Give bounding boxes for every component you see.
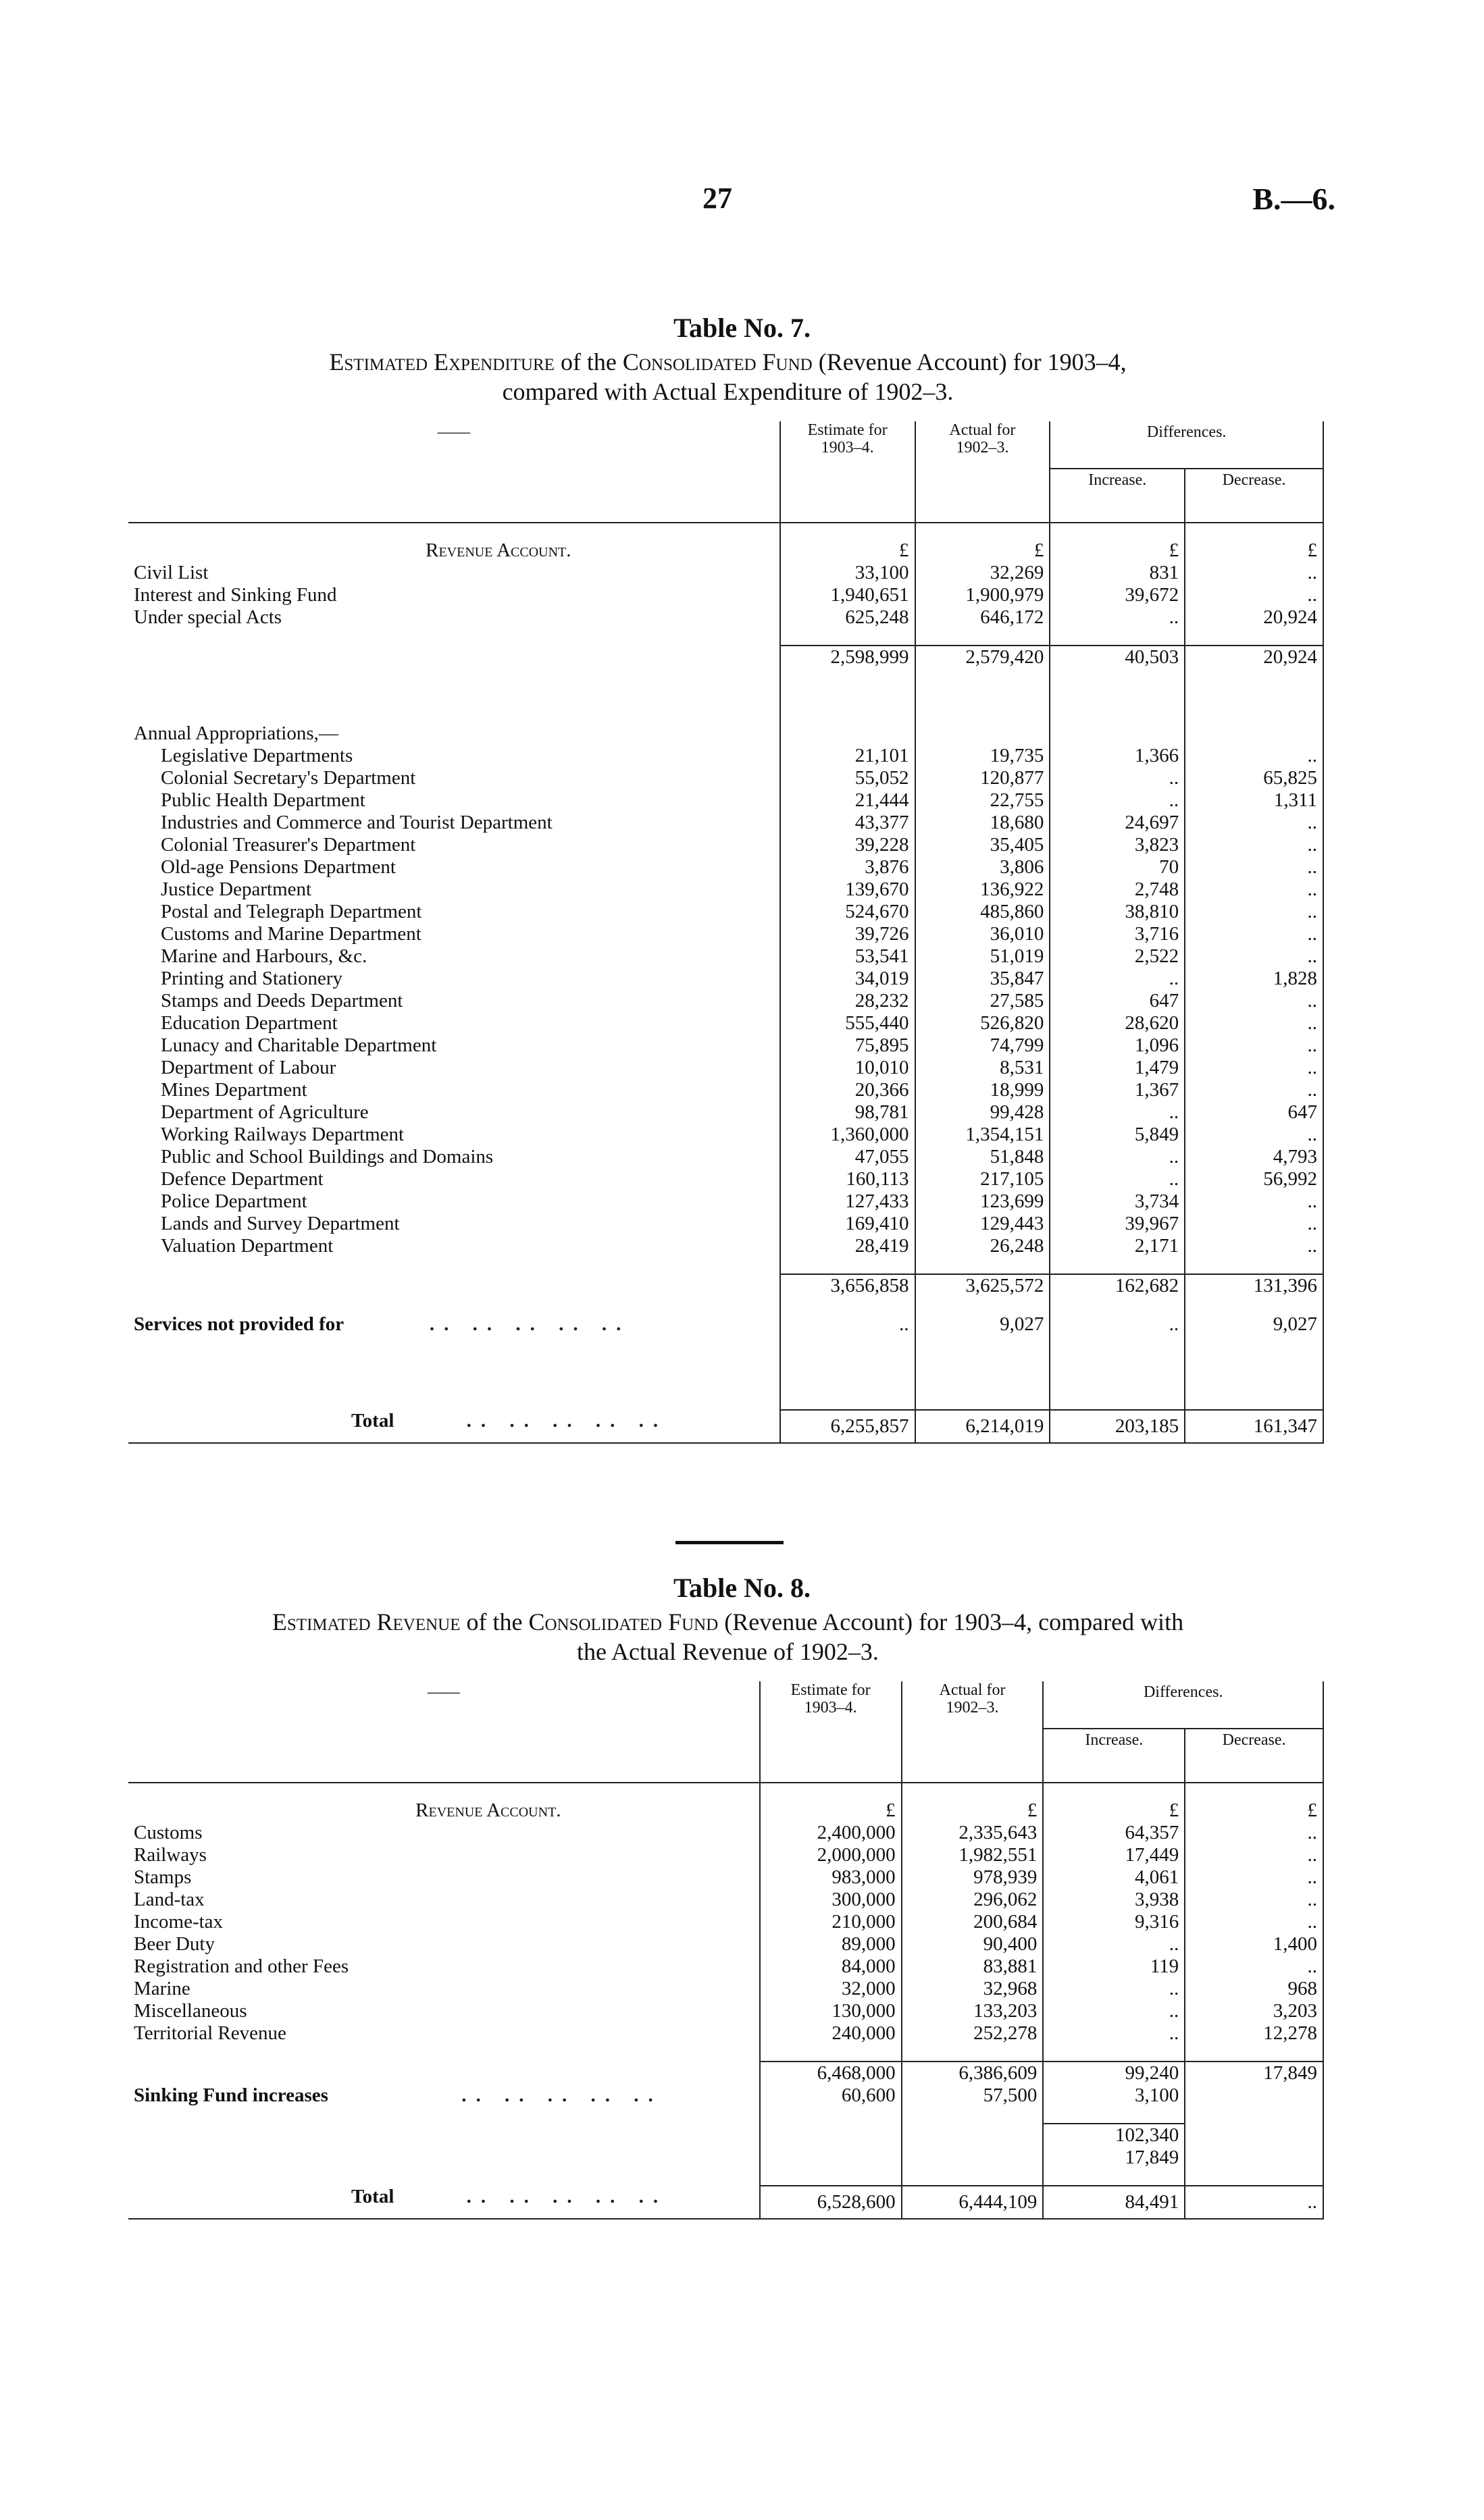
cell-inc: 4,061 bbox=[1043, 1866, 1185, 1889]
table7-title: Table No. 7. bbox=[673, 313, 811, 343]
cell-dec: .. bbox=[1185, 1057, 1323, 1079]
row-label: Industries and Commerce and Tourist Department bbox=[161, 812, 553, 833]
cell-est: 983,000 bbox=[760, 1866, 902, 1889]
cell-est: 28,232 bbox=[780, 990, 915, 1012]
cell-act: 74,799 bbox=[915, 1034, 1050, 1057]
table7-caption bbox=[128, 347, 1327, 406]
table7-total-row: Total .. .. .. .. .. 6,255,857 6,214,019 203,185 161,347 bbox=[128, 1410, 1323, 1443]
table-row bbox=[128, 856, 1323, 878]
cell-inc: 39,672 bbox=[1050, 584, 1185, 606]
row-label: Stamps and Deeds Department bbox=[161, 990, 403, 1012]
currency: £ bbox=[1050, 540, 1185, 562]
table8-header-estimate: Estimate for 1903–4. bbox=[760, 1681, 902, 1783]
currency: £ bbox=[760, 1800, 902, 1822]
table8-header-blank: —— bbox=[128, 1681, 760, 1783]
table8-caption-line1: Estimated Revenue of the Consolidated Fund (Revenue Account) for 1903–4, compared with bbox=[272, 1608, 1184, 1635]
table8-subtotal: 6,468,000 6,386,609 99,240 17,849 bbox=[128, 2062, 1323, 2084]
table7-header-actual: Actual for 1902–3. bbox=[915, 421, 1050, 523]
table7-services-row: Services not provided for .. .. .. .. .. .. 9,027 .. 9,027 bbox=[128, 1313, 1323, 1336]
cell-inc: 2,171 bbox=[1050, 1235, 1185, 1257]
table-row bbox=[128, 990, 1323, 1012]
section-divider bbox=[675, 1541, 784, 1544]
cell-dec: .. bbox=[1185, 1124, 1323, 1146]
cell-est: 34,019 bbox=[780, 968, 915, 990]
cell-dec: .. bbox=[1185, 812, 1323, 834]
table-row bbox=[128, 878, 1323, 901]
row-label: Working Railways Department bbox=[161, 1124, 405, 1145]
currency: £ bbox=[780, 540, 915, 562]
cell-est: 139,670 bbox=[780, 878, 915, 901]
cell-dec: .. bbox=[1185, 1079, 1323, 1101]
cell-est: 39,228 bbox=[780, 834, 915, 856]
currency: £ bbox=[902, 1800, 1044, 1822]
cell-est: 47,055 bbox=[780, 1146, 915, 1168]
table-row bbox=[128, 945, 1323, 968]
cell-act: 129,443 bbox=[915, 1213, 1050, 1235]
cell-inc: 5,849 bbox=[1050, 1124, 1185, 1146]
row-label: Lands and Survey Department bbox=[161, 1213, 400, 1234]
table-row bbox=[128, 789, 1323, 812]
table-row bbox=[128, 606, 1323, 629]
row-label: Territorial Revenue bbox=[134, 2022, 286, 2044]
cell-act: 2,335,643 bbox=[902, 1822, 1044, 1844]
table8-header-decrease: Decrease. bbox=[1185, 1729, 1323, 1783]
cell-inc: 9,316 bbox=[1043, 1911, 1185, 1933]
row-label: Old-age Pensions Department bbox=[161, 856, 396, 878]
table-row bbox=[128, 1955, 1323, 1978]
cell-act: 26,248 bbox=[915, 1235, 1050, 1257]
row-label: Civil List bbox=[134, 562, 209, 583]
table7-annual-subtotal: 3,656,858 3,625,572 162,682 131,396 bbox=[128, 1274, 1323, 1297]
cell-dec: .. bbox=[1185, 1955, 1323, 1978]
table8-total-row: Total .. .. .. .. .. 6,528,600 6,444,109 84,491 .. bbox=[128, 2186, 1323, 2219]
cell-inc: 3,716 bbox=[1050, 923, 1185, 945]
cell-act: 978,939 bbox=[902, 1866, 1044, 1889]
cell-inc: .. bbox=[1050, 1146, 1185, 1168]
currency: £ bbox=[915, 540, 1050, 562]
table-row bbox=[128, 1190, 1323, 1213]
cell-dec: .. bbox=[1185, 1911, 1323, 1933]
cell-est: 2,400,000 bbox=[760, 1822, 902, 1844]
cell-est: 160,113 bbox=[780, 1168, 915, 1190]
table7-header-blank: —— bbox=[128, 421, 780, 523]
table8-header-increase: Increase. bbox=[1043, 1729, 1185, 1783]
row-label: Railways bbox=[134, 1844, 207, 1866]
cell-inc: .. bbox=[1050, 1101, 1185, 1124]
row-label: Public and School Buildings and Domains bbox=[161, 1146, 494, 1167]
cell-inc: 39,967 bbox=[1050, 1213, 1185, 1235]
table-row bbox=[128, 1146, 1323, 1168]
table8-caption bbox=[128, 1607, 1327, 1666]
cell-est: 1,940,651 bbox=[780, 584, 915, 606]
cell-inc: .. bbox=[1050, 1168, 1185, 1190]
row-label: Legislative Departments bbox=[161, 745, 353, 766]
cell-dec: .. bbox=[1185, 562, 1323, 584]
cell-est: 75,895 bbox=[780, 1034, 915, 1057]
cell-inc: 24,697 bbox=[1050, 812, 1185, 834]
table-row bbox=[128, 1866, 1323, 1889]
row-label: Department of Agriculture bbox=[161, 1101, 369, 1123]
cell-act: 1,354,151 bbox=[915, 1124, 1050, 1146]
cell-dec: .. bbox=[1185, 584, 1323, 606]
cell-est: 53,541 bbox=[780, 945, 915, 968]
cell-act: 200,684 bbox=[902, 1911, 1044, 1933]
cell-inc: 38,810 bbox=[1050, 901, 1185, 923]
table-row bbox=[128, 1889, 1323, 1911]
cell-est: 10,010 bbox=[780, 1057, 915, 1079]
row-label: Miscellaneous bbox=[134, 2000, 247, 2022]
cell-act: 32,968 bbox=[902, 1978, 1044, 2000]
table-row bbox=[128, 901, 1323, 923]
table8-section-label: Revenue Account. bbox=[415, 1800, 561, 1821]
cell-dec: 12,278 bbox=[1185, 2022, 1323, 2045]
cell-est: 20,366 bbox=[780, 1079, 915, 1101]
table8-caption-line2: the Actual Revenue of 1902–3. bbox=[577, 1638, 879, 1665]
table7-revenue-rows bbox=[128, 562, 1323, 629]
cell-inc: 3,734 bbox=[1050, 1190, 1185, 1213]
cell-act: 217,105 bbox=[915, 1168, 1050, 1190]
cell-dec: .. bbox=[1185, 1889, 1323, 1911]
cell-act: 646,172 bbox=[915, 606, 1050, 629]
table-row bbox=[128, 1012, 1323, 1034]
cell-dec: 1,828 bbox=[1185, 968, 1323, 990]
cell-act: 526,820 bbox=[915, 1012, 1050, 1034]
table8-net-increase: 102,340 17,849 bbox=[128, 2124, 1323, 2169]
row-label: Defence Department bbox=[161, 1168, 324, 1190]
row-label: Income-tax bbox=[134, 1911, 224, 1933]
cell-act: 485,860 bbox=[915, 901, 1050, 923]
cell-dec: .. bbox=[1185, 745, 1323, 767]
cell-act: 90,400 bbox=[902, 1933, 1044, 1955]
cell-dec: .. bbox=[1185, 923, 1323, 945]
table7-header-decrease: Decrease. bbox=[1185, 469, 1323, 523]
table-row bbox=[128, 923, 1323, 945]
table7-caption-line1: Estimated Expenditure of the Consolidated Fund (Revenue Account) for 1903–4, bbox=[329, 348, 1127, 375]
table-row bbox=[128, 834, 1323, 856]
cell-dec: .. bbox=[1185, 1235, 1323, 1257]
table-row bbox=[128, 584, 1323, 606]
row-label: Mines Department bbox=[161, 1079, 307, 1101]
cell-dec: .. bbox=[1185, 856, 1323, 878]
cell-inc: .. bbox=[1050, 767, 1185, 789]
table7-header-increase: Increase. bbox=[1050, 469, 1185, 523]
table7-annual-rows bbox=[128, 745, 1323, 1257]
cell-dec: 4,793 bbox=[1185, 1146, 1323, 1168]
row-label: Department of Labour bbox=[161, 1057, 336, 1078]
table-row bbox=[128, 1844, 1323, 1866]
cell-act: 252,278 bbox=[902, 2022, 1044, 2045]
table-row bbox=[128, 745, 1323, 767]
row-label: Customs bbox=[134, 1822, 203, 1843]
cell-est: 84,000 bbox=[760, 1955, 902, 1978]
cell-act: 3,806 bbox=[915, 856, 1050, 878]
row-label: Land-tax bbox=[134, 1889, 205, 1910]
cell-dec: .. bbox=[1185, 878, 1323, 901]
table7-caption-line2: compared with Actual Expenditure of 1902–3. bbox=[502, 378, 954, 405]
row-label: Lunacy and Charitable Department bbox=[161, 1034, 437, 1056]
table-row bbox=[128, 562, 1323, 584]
table-row bbox=[128, 1978, 1323, 2000]
cell-dec: 56,992 bbox=[1185, 1168, 1323, 1190]
cell-inc: 1,096 bbox=[1050, 1034, 1185, 1057]
row-label: Colonial Treasurer's Department bbox=[161, 834, 416, 856]
cell-dec: .. bbox=[1185, 1034, 1323, 1057]
cell-dec: .. bbox=[1185, 1822, 1323, 1844]
row-label: Public Health Department bbox=[161, 789, 365, 811]
table-row bbox=[128, 1124, 1323, 1146]
cell-inc: 2,748 bbox=[1050, 878, 1185, 901]
page-reference: B.—6. bbox=[1252, 182, 1335, 216]
cell-act: 36,010 bbox=[915, 923, 1050, 945]
cell-inc: .. bbox=[1050, 968, 1185, 990]
cell-act: 8,531 bbox=[915, 1057, 1050, 1079]
cell-act: 27,585 bbox=[915, 990, 1050, 1012]
cell-dec: .. bbox=[1185, 990, 1323, 1012]
cell-inc: .. bbox=[1043, 2000, 1185, 2022]
row-label: Police Department bbox=[161, 1190, 307, 1212]
cell-est: 1,360,000 bbox=[780, 1124, 915, 1146]
table-row bbox=[128, 1822, 1323, 1844]
cell-act: 18,680 bbox=[915, 812, 1050, 834]
table7-section-label: Revenue Account. bbox=[426, 540, 571, 561]
cell-act: 1,900,979 bbox=[915, 584, 1050, 606]
table7-header-estimate: Estimate for 1903–4. bbox=[780, 421, 915, 523]
cell-est: 21,444 bbox=[780, 789, 915, 812]
cell-inc: 70 bbox=[1050, 856, 1185, 878]
table-row bbox=[128, 968, 1323, 990]
table8 bbox=[128, 1681, 1324, 2220]
cell-inc: 1,366 bbox=[1050, 745, 1185, 767]
cell-inc: 3,823 bbox=[1050, 834, 1185, 856]
table-row bbox=[128, 767, 1323, 789]
row-label: Colonial Secretary's Department bbox=[161, 767, 416, 789]
cell-dec: 968 bbox=[1185, 1978, 1323, 2000]
cell-est: 3,876 bbox=[780, 856, 915, 878]
row-label: Education Department bbox=[161, 1012, 338, 1034]
row-label: Justice Department bbox=[161, 878, 312, 900]
cell-inc: 28,620 bbox=[1050, 1012, 1185, 1034]
page-number: 27 bbox=[702, 182, 732, 215]
row-label: Registration and other Fees bbox=[134, 1955, 349, 1977]
table-row bbox=[128, 812, 1323, 834]
cell-inc: 1,479 bbox=[1050, 1057, 1185, 1079]
cell-inc: 17,449 bbox=[1043, 1844, 1185, 1866]
cell-dec: .. bbox=[1185, 834, 1323, 856]
cell-act: 296,062 bbox=[902, 1889, 1044, 1911]
row-label: Beer Duty bbox=[134, 1933, 215, 1955]
table-row bbox=[128, 2000, 1323, 2022]
cell-inc: 2,522 bbox=[1050, 945, 1185, 968]
cell-act: 99,428 bbox=[915, 1101, 1050, 1124]
cell-est: 33,100 bbox=[780, 562, 915, 584]
row-label: Stamps bbox=[134, 1866, 192, 1888]
cell-dec: .. bbox=[1185, 1844, 1323, 1866]
table8-header-actual: Actual for 1902–3. bbox=[902, 1681, 1044, 1783]
cell-inc: 3,938 bbox=[1043, 1889, 1185, 1911]
cell-dec: .. bbox=[1185, 945, 1323, 968]
cell-act: 123,699 bbox=[915, 1190, 1050, 1213]
row-label: Under special Acts bbox=[134, 606, 282, 628]
cell-act: 32,269 bbox=[915, 562, 1050, 584]
table7 bbox=[128, 421, 1324, 1444]
cell-inc: .. bbox=[1050, 789, 1185, 812]
cell-inc: 119 bbox=[1043, 1955, 1185, 1978]
cell-dec: 3,203 bbox=[1185, 2000, 1323, 2022]
cell-dec: .. bbox=[1185, 1213, 1323, 1235]
cell-dec: 1,400 bbox=[1185, 1933, 1323, 1955]
table-row bbox=[128, 1057, 1323, 1079]
cell-inc: 1,367 bbox=[1050, 1079, 1185, 1101]
cell-est: 555,440 bbox=[780, 1012, 915, 1034]
cell-inc: .. bbox=[1043, 1978, 1185, 2000]
table-row bbox=[128, 1911, 1323, 1933]
cell-inc: 647 bbox=[1050, 990, 1185, 1012]
table8-rows bbox=[128, 1822, 1323, 2045]
cell-dec: .. bbox=[1185, 1012, 1323, 1034]
cell-act: 120,877 bbox=[915, 767, 1050, 789]
cell-dec: 20,924 bbox=[1185, 606, 1323, 629]
table-row bbox=[128, 1034, 1323, 1057]
row-label: Postal and Telegraph Department bbox=[161, 901, 422, 922]
cell-inc: .. bbox=[1043, 1933, 1185, 1955]
table-row bbox=[128, 2022, 1323, 2045]
row-label: Marine and Harbours, &c. bbox=[161, 945, 367, 967]
cell-est: 43,377 bbox=[780, 812, 915, 834]
cell-dec: .. bbox=[1185, 901, 1323, 923]
cell-act: 35,405 bbox=[915, 834, 1050, 856]
cell-act: 51,848 bbox=[915, 1146, 1050, 1168]
cell-est: 55,052 bbox=[780, 767, 915, 789]
cell-act: 22,755 bbox=[915, 789, 1050, 812]
table-row bbox=[128, 1235, 1323, 1257]
cell-dec: 647 bbox=[1185, 1101, 1323, 1124]
cell-est: 130,000 bbox=[760, 2000, 902, 2022]
row-label: Interest and Sinking Fund bbox=[134, 584, 337, 606]
currency: £ bbox=[1043, 1800, 1185, 1822]
table7-header-differences: Differences. bbox=[1050, 421, 1323, 469]
table-row bbox=[128, 1101, 1323, 1124]
row-label: Customs and Marine Department bbox=[161, 923, 421, 945]
table8-title: Table No. 8. bbox=[673, 1573, 811, 1603]
cell-inc: 64,357 bbox=[1043, 1822, 1185, 1844]
cell-inc: .. bbox=[1043, 2022, 1185, 2045]
table7-revenue-subtotal: 2,598,999 2,579,420 40,503 20,924 bbox=[128, 646, 1323, 668]
cell-est: 39,726 bbox=[780, 923, 915, 945]
table-row bbox=[128, 1079, 1323, 1101]
cell-act: 83,881 bbox=[902, 1955, 1044, 1978]
cell-est: 2,000,000 bbox=[760, 1844, 902, 1866]
cell-est: 625,248 bbox=[780, 606, 915, 629]
cell-inc: 831 bbox=[1050, 562, 1185, 584]
cell-est: 300,000 bbox=[760, 1889, 902, 1911]
cell-est: 524,670 bbox=[780, 901, 915, 923]
table-row bbox=[128, 1933, 1323, 1955]
row-label: Printing and Stationery bbox=[161, 968, 343, 989]
cell-inc: .. bbox=[1050, 606, 1185, 629]
cell-act: 1,982,551 bbox=[902, 1844, 1044, 1866]
cell-act: 133,203 bbox=[902, 2000, 1044, 2022]
table-row bbox=[128, 1213, 1323, 1235]
table8-header-differences: Differences. bbox=[1043, 1681, 1323, 1729]
cell-dec: 65,825 bbox=[1185, 767, 1323, 789]
table-row bbox=[128, 1168, 1323, 1190]
cell-est: 32,000 bbox=[760, 1978, 902, 2000]
table8-sinking-row: Sinking Fund increases .. .. .. .. .. 60,600 57,500 3,100 bbox=[128, 2084, 1323, 2107]
cell-est: 169,410 bbox=[780, 1213, 915, 1235]
cell-act: 18,999 bbox=[915, 1079, 1050, 1101]
table7-annual-label: Annual Appropriations,— bbox=[134, 723, 338, 744]
cell-dec: .. bbox=[1185, 1866, 1323, 1889]
cell-est: 240,000 bbox=[760, 2022, 902, 2045]
currency: £ bbox=[1185, 540, 1323, 562]
cell-act: 35,847 bbox=[915, 968, 1050, 990]
cell-est: 28,419 bbox=[780, 1235, 915, 1257]
cell-dec: 1,311 bbox=[1185, 789, 1323, 812]
cell-act: 136,922 bbox=[915, 878, 1050, 901]
cell-est: 89,000 bbox=[760, 1933, 902, 1955]
row-label: Marine bbox=[134, 1978, 190, 1999]
cell-act: 19,735 bbox=[915, 745, 1050, 767]
cell-est: 98,781 bbox=[780, 1101, 915, 1124]
cell-est: 21,101 bbox=[780, 745, 915, 767]
row-label: Valuation Department bbox=[161, 1235, 334, 1257]
cell-dec: .. bbox=[1185, 1190, 1323, 1213]
cell-est: 127,433 bbox=[780, 1190, 915, 1213]
cell-est: 210,000 bbox=[760, 1911, 902, 1933]
cell-act: 51,019 bbox=[915, 945, 1050, 968]
currency: £ bbox=[1185, 1800, 1323, 1822]
